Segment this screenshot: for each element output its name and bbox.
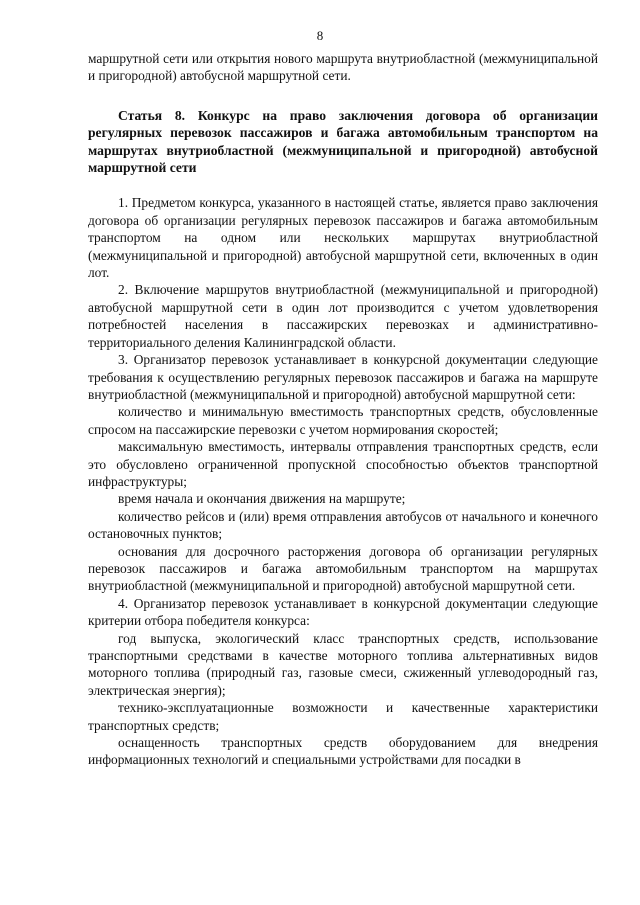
page-number: 8 [316, 28, 324, 43]
article-heading: Статья 8. Конкурс на право заключения договора об организации регулярных перевозок пассажиров и багажа автомобильным транспортом на маршрутах внутриобластной (межмуниципальной и пригородной) автобусной маршрутной сети [88, 107, 598, 176]
paragraph-4: 4. Организатор перевозок устанавливает в конкурсной документации следующие критерии отбора победителя конкурса: [88, 595, 598, 629]
requirement-item: количество и минимальную вместимость транспортных средств, обусловленные спросом на пассажирские перевозки с учетом нормирования скоростей; [88, 404, 598, 437]
intro-paragraph: маршрутной сети или открытия нового маршрута внутриобластной (межмуниципальной и пригородной) автобусной маршрутной сети. [88, 51, 598, 84]
paragraph-1: 1. Предметом конкурса, указанного в настоящей статье, является право заключения договора об организации регулярных перевозок пассажиров и багажа автомобильным транспортом на одном или нескольких маршрутах внутриобластной (межмуниципальной и пригородной) автобусной маршрутной сети, включенных в один лот. [88, 195, 598, 281]
requirement-item: время начала и окончания движения на маршруте; [118, 491, 406, 507]
requirement-item: максимальную вместимость, интервалы отправления транспортных средств, если это обусловлено ограниченной пропускной способностью объектов транспортной инфраструктуры; [88, 439, 598, 489]
criteria-item: оснащенность транспортных средств оборудованием для внедрения информационных технологий и специальными устройствами для посадки в [88, 735, 598, 768]
requirement-item: основания для досрочного расторжения договора об организации регулярных перевозок пассажиров и багажа автомобильным транспортом на маршрутах внутриобластной (межмуниципальной и пригородной) автобусной маршрутной сети. [88, 543, 598, 594]
criteria-item: технико-эксплуатационные возможности и качественные характеристики транспортных средств; [88, 700, 598, 733]
paragraph-3: 3. Организатор перевозок устанавливает в конкурсной документации следующие требования к осуществлению регулярных перевозок пассажиров и багажа на маршруте внутриобластной (межмуниципальной и пригородной) автобусной маршрутной сети: [88, 352, 598, 402]
document-body [88, 50, 598, 769]
paragraph-2: 2. Включение маршрутов внутриобластной (межмуниципальной и пригородной) автобусной маршрутной сети в один лот производится с учетом удовлетворения потребностей населения в пассажирских перевозках и административно-территориального деления Калининградской области. [88, 282, 598, 350]
requirement-item: количество рейсов и (или) время отправления автобусов от начального и конечного остановочных пунктов; [88, 508, 598, 542]
criteria-item: год выпуска, экологический класс транспортных средств, использование транспортными средствами в качестве моторного топлива альтернативных видов моторного топлива (природный газ, газовые смеси, сжиженный углеводородный газ, электрическая энергия); [88, 630, 598, 698]
